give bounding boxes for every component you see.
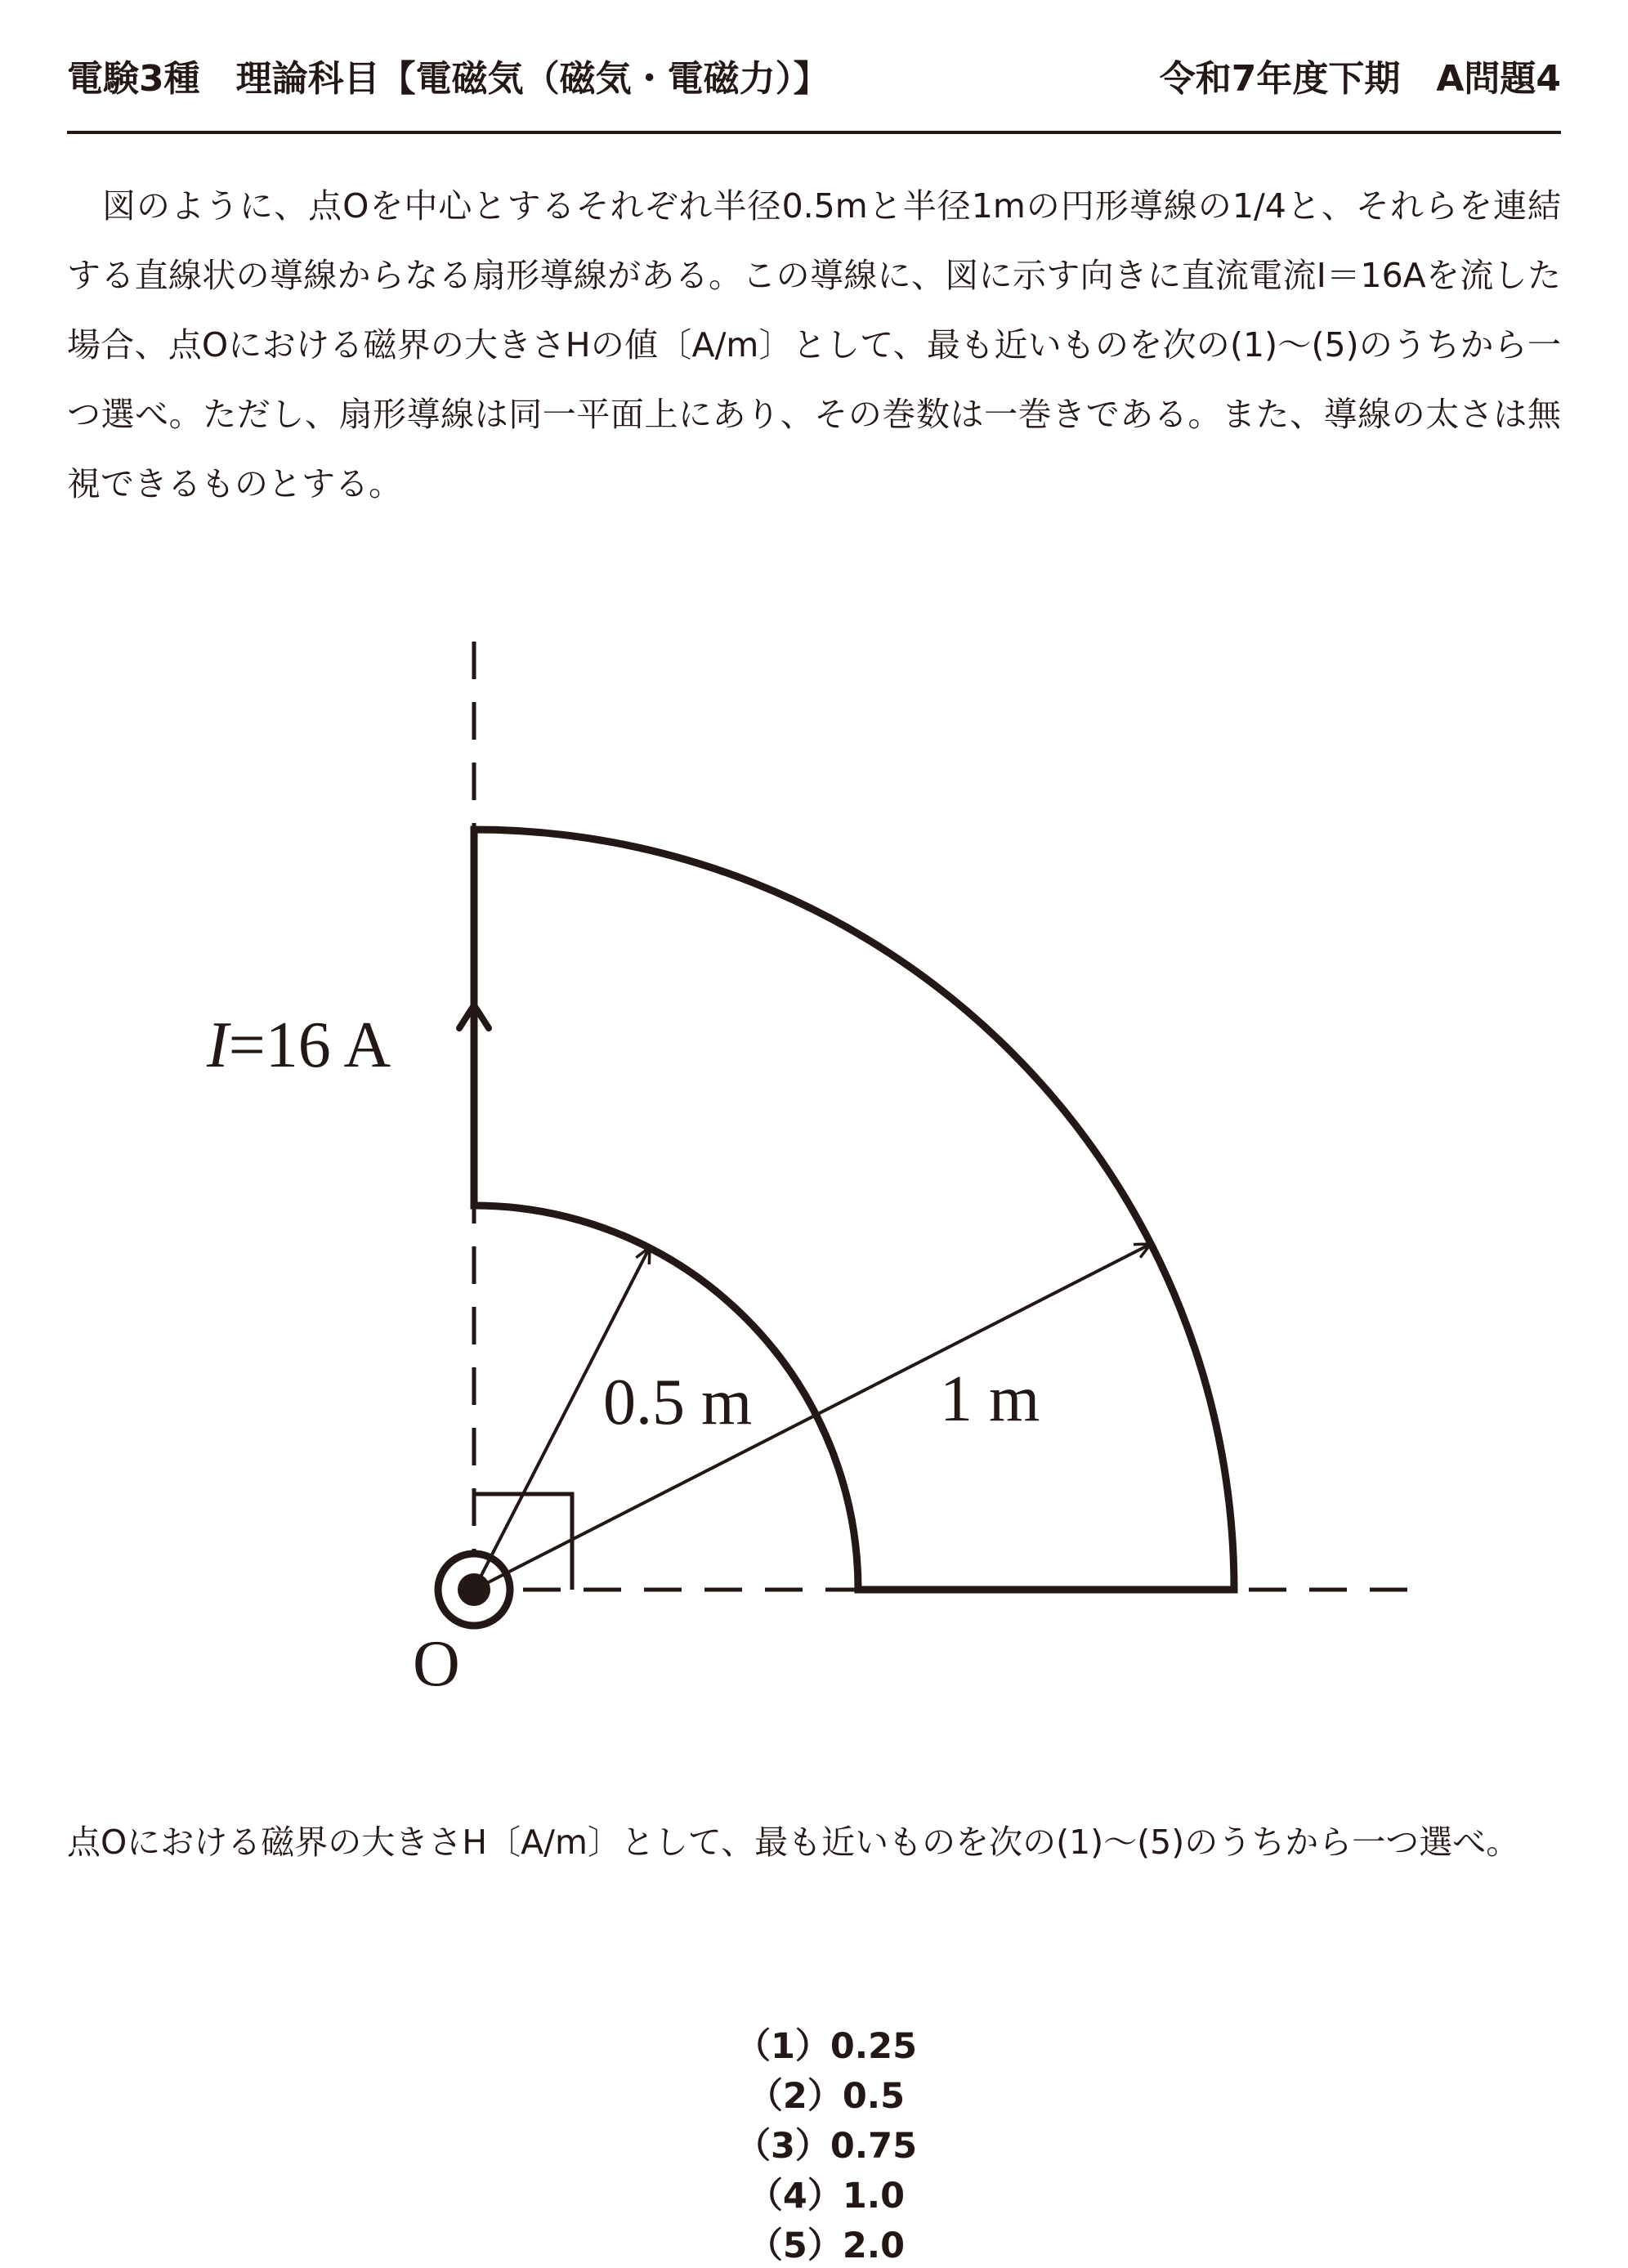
choice-1[interactable]: [736, 2019, 917, 2069]
current-variable: I: [207, 1009, 229, 1081]
outer-radius-label: 1 m: [940, 1363, 1040, 1435]
center-label: O: [413, 1628, 460, 1700]
choice-value: 0.5: [842, 2076, 906, 2117]
choice-value: 2.0: [842, 2226, 906, 2266]
choice-4[interactable]: [748, 2168, 905, 2218]
choice-number: （1）: [735, 2026, 830, 2067]
choice-3[interactable]: [736, 2118, 917, 2168]
right-angle-mark: [474, 1494, 572, 1590]
answer-choices: [0, 1978, 1628, 2268]
inner-radius-label: 0.5 m: [603, 1367, 753, 1438]
question-statement: 点Oにおける磁界の大きさH〔A/m〕として、最も近いものを次の(1)～(5)のうちから一つ選べ。: [67, 1823, 1520, 1862]
center-dot: [458, 1573, 490, 1606]
current-value: =16 A: [228, 1009, 391, 1081]
current-label: [206, 1009, 391, 1081]
choice-number: （3）: [735, 2126, 830, 2167]
choice-5[interactable]: [748, 2218, 905, 2268]
choice-value: 0.25: [830, 2026, 917, 2067]
subject-title: 電験3種 理論科目【電磁気（磁気・電磁力）】: [67, 58, 830, 100]
choice-value: 0.75: [830, 2126, 917, 2167]
exam-problem-id: 令和7年度下期 A問題4: [1159, 58, 1561, 100]
choice-number: （4）: [747, 2176, 843, 2217]
choice-2[interactable]: [748, 2069, 905, 2118]
choice-number: （5）: [747, 2226, 843, 2266]
outer-radius-arrow: [474, 1244, 1151, 1590]
choice-number: （2）: [747, 2076, 843, 2117]
choice-value: 1.0: [842, 2176, 906, 2217]
fan-conductor: [474, 830, 1234, 1590]
problem-statement: 図のように、点Oを中心とするそれぞれ半径0.5mと半径1mの円形導線の1/4と、それらを連結する直線状の導線からなる扇形導線がある。この導線に、図に示す向きに直流電流I＝16Aを流した場合、点Oにおける磁界の大きさHの値〔A/m〕として、最も近いものを次の(1)～(5)のうちから一つ選べ。ただし、扇形導線は同一平面上にあり、その巻数は一巻きである。また、導線の太さは無視できるものとする。: [67, 186, 1561, 503]
